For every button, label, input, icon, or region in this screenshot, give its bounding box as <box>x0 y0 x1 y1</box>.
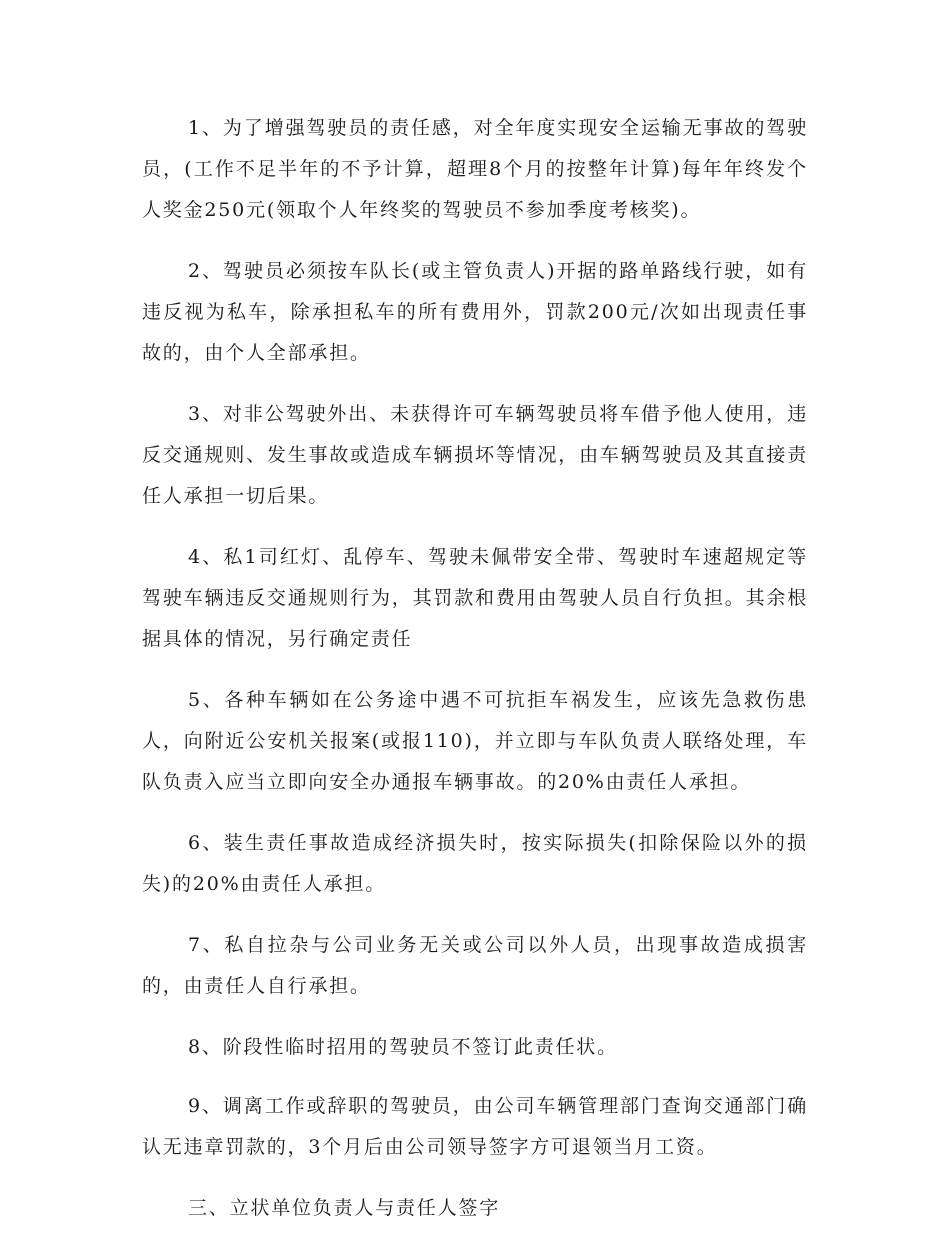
paragraph-8: 8、阶段性临时招用的驾驶员不签订此责任状。 <box>188 1036 618 1058</box>
paragraph-4: 4、私1司红灯、乱停车、驾驶未佩带安全带、驾驶时车速超规定等驾驶车辆违反交通规则行为，其罚款和费用由驾驶人员自行负担。其余根据具体的情况，另行确定责任 <box>142 546 808 650</box>
paragraph-3: 3、对非公驾驶外出、未获得许可车辆驾驶员将车借予他人使用，违反交通规则、发生事故或造成车辆损坏等情况，由车辆驾驶员及其直接责任人承担一切后果。 <box>142 403 808 507</box>
paragraph-5: 5、各种车辆如在公务途中遇不可抗拒车祸发生，应该先急救伤患人，向附近公安机关报案(或报110)，并立即与车队负责人联络处理，车队负责入应当立即向安全办通报车辆事故。的20%由责任人承担。 <box>142 689 808 793</box>
section-heading-signatures: 三、立状单位负责人与责任人签字 <box>188 1197 501 1219</box>
paragraph-9: 9、调离工作或辞职的驾驶员，由公司车辆管理部门查询交通部门确认无违章罚款的，3个月后由公司领导签字方可退领当月工资。 <box>142 1095 808 1158</box>
paragraph-1: 1、为了增强驾驶员的责任感，对全年度实现安全运输无事故的驾驶员，(工作不足半年的不予计算，超理8个月的按整年计算)每年年终发个人奖金250元(领取个人年终奖的驾驶员不参加季度考核奖)。 <box>142 117 808 221</box>
paragraph-7: 7、私自拉杂与公司业务无关或公司以外人员，出现事故造成损害的，由责任人自行承担。 <box>142 934 808 997</box>
paragraph-2: 2、驾驶员必须按车队长(或主管负责人)开据的路单路线行驶，如有违反视为私车，除承担私车的所有费用外，罚款200元/次如出现责任事故的，由个人全部承担。 <box>142 260 808 364</box>
paragraph-6: 6、装生责任事故造成经济损失时，按实际损失(扣除保险以外的损失)的20%由责任人承担。 <box>142 832 808 895</box>
document-body <box>142 108 808 1247</box>
